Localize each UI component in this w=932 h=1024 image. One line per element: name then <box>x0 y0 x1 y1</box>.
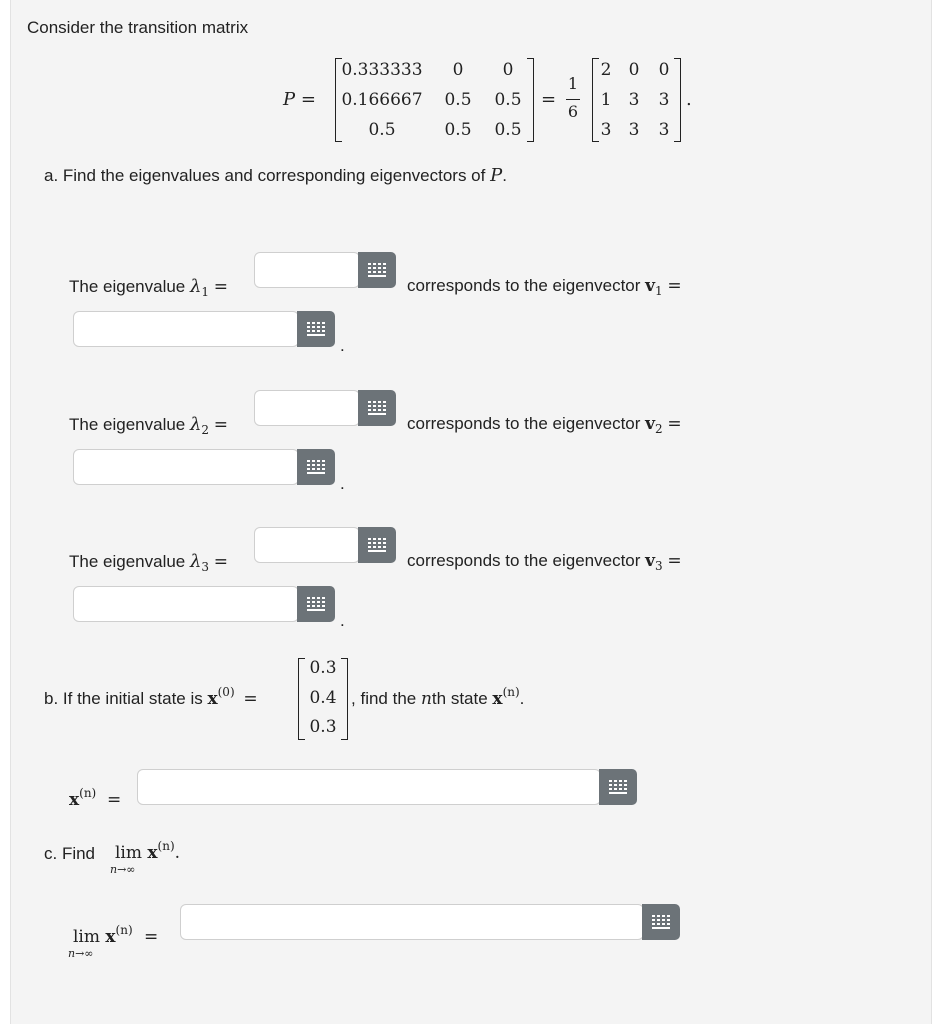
matrix-cell: 0.5 <box>444 120 472 140</box>
eigenvalue-3-label: The eigenvalue $\lambda_3$ = <box>69 551 229 574</box>
matrix-period: . <box>686 89 692 110</box>
eigenvalue-1-keypad-button[interactable] <box>358 252 396 288</box>
part-c-label: c. Find <box>44 844 96 863</box>
initial-vector-cell: 0.3 <box>309 658 337 678</box>
eigenvector-2-label: corresponds to the eigenvector $v_2$ = <box>407 414 682 436</box>
limit-answer-label: $\lim x^{(n)}$ = <box>73 923 159 947</box>
int-matrix-right-bracket <box>674 58 681 142</box>
keypad-icon <box>307 322 325 336</box>
matrix-lhs: P = <box>283 89 316 110</box>
matrix-cell: 0.333333 <box>341 60 423 80</box>
limit-keypad-button[interactable] <box>642 904 680 940</box>
state-n-input[interactable] <box>137 769 601 805</box>
eigenvalue-3-input[interactable] <box>254 527 360 563</box>
eigenvalue-2-input[interactable] <box>254 390 360 426</box>
eigenvalue-1-label: The eigenvalue $\lambda_1$ = <box>69 276 229 299</box>
fraction-denominator: 6 <box>567 102 579 121</box>
fraction-bar <box>566 99 580 100</box>
keypad-icon <box>307 597 325 611</box>
eigenvector-3-keypad-button[interactable] <box>297 586 335 622</box>
limit-answer-subscript: n→∞ <box>68 947 94 960</box>
eigenvector-3-period: . <box>340 611 345 630</box>
part-a-label: a. Find the eigenvalues and corresponding eigenvectors of P. <box>44 165 507 186</box>
matrix-cell: 0 <box>502 60 514 80</box>
state-n-label: $x^{(n)}$ = <box>69 786 122 810</box>
eigenvector-1-keypad-button[interactable] <box>297 311 335 347</box>
fraction-numerator: 1 <box>567 74 579 93</box>
eigenvector-2-input[interactable] <box>73 449 299 485</box>
initial-vector-cell: 0.3 <box>309 717 337 737</box>
int-matrix-cell: 3 <box>658 90 670 110</box>
matrix-cell: 0.5 <box>368 120 396 140</box>
int-matrix-cell: 3 <box>628 90 640 110</box>
int-matrix-cell: 3 <box>600 120 612 140</box>
eigenvalue-1-input[interactable] <box>254 252 360 288</box>
int-matrix-cell: 0 <box>628 60 640 80</box>
initial-vector-right-bracket <box>341 658 348 740</box>
initial-vector-cell: 0.4 <box>309 688 337 708</box>
question-panel <box>10 0 932 1024</box>
int-matrix-cell: 0 <box>658 60 670 80</box>
eigenvalue-2-keypad-button[interactable] <box>358 390 396 426</box>
matrix-right-bracket <box>527 58 534 142</box>
keypad-icon <box>652 915 670 929</box>
eigenvector-2-keypad-button[interactable] <box>297 449 335 485</box>
part-b-label: b. If the initial state is $x^{(0)}$ = <box>44 685 258 709</box>
intro-text: Consider the transition matrix <box>27 18 249 37</box>
eigenvector-1-input[interactable] <box>73 311 299 347</box>
part-c-lim: $\lim x^{(n)}$. <box>115 839 181 863</box>
matrix-cell: 0.5 <box>494 90 522 110</box>
eigenvector-1-label: corresponds to the eigenvector $v_1$ = <box>407 276 682 298</box>
eigenvector-1-period: . <box>340 336 345 355</box>
part-b-tail: , find the nth state $x^{(n)}$. <box>351 685 525 709</box>
eigenvector-2-period: . <box>340 474 345 493</box>
eigenvalue-3-keypad-button[interactable] <box>358 527 396 563</box>
matrix-cell: 0.5 <box>444 90 472 110</box>
int-matrix-cell: 3 <box>658 120 670 140</box>
int-matrix-cell: 3 <box>628 120 640 140</box>
eigenvector-3-input[interactable] <box>73 586 299 622</box>
matrix-cell: 0.166667 <box>341 90 423 110</box>
matrix-equals: = <box>541 89 557 110</box>
keypad-icon <box>368 401 386 415</box>
eigenvector-3-label: corresponds to the eigenvector $v_3$ = <box>407 551 682 573</box>
state-n-keypad-button[interactable] <box>599 769 637 805</box>
int-matrix-cell: 1 <box>600 90 612 110</box>
matrix-cell: 0 <box>452 60 464 80</box>
part-c-lim-subscript: n→∞ <box>110 863 136 876</box>
matrix-cell: 0.5 <box>494 120 522 140</box>
keypad-icon <box>368 538 386 552</box>
keypad-icon <box>609 780 627 794</box>
keypad-icon <box>368 263 386 277</box>
eigenvalue-2-label: The eigenvalue $\lambda_2$ = <box>69 414 229 437</box>
limit-input[interactable] <box>180 904 644 940</box>
int-matrix-cell: 2 <box>600 60 612 80</box>
keypad-icon <box>307 460 325 474</box>
